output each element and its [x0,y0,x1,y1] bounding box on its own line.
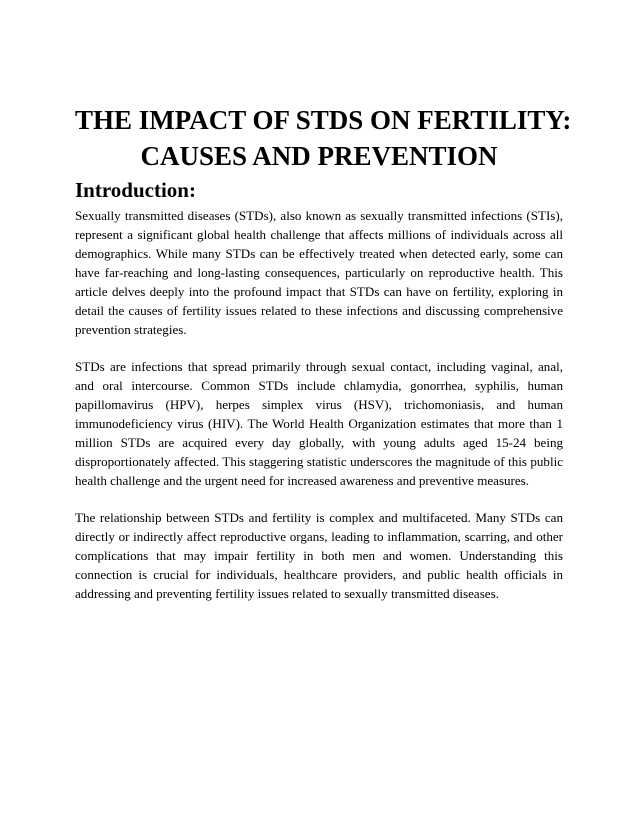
section-heading-introduction: Introduction: [75,178,196,202]
title-line-1: THE IMPACT OF STDS ON FERTILITY: [75,105,572,135]
paragraph-2: STDs are infections that spread primarily through sexual contact, including vaginal, anal, and oral intercourse. Common STDs include chlamydia, gonorrhea, syphilis, human papillomavirus (HPV), herpes simplex virus (HSV), trichomoniasis, and human immunodeficiency virus (HIV). The World Health Organization estimates that more than 1 million STDs are acquired every day globally, with young adults aged 15-24 being disproportionately affected. This staggering statistic underscores the magnitude of this public health challenge and the urgent need for increased awareness and preventive measures. [75,359,563,488]
paragraph-3: The relationship between STDs and fertility is complex and multifaceted. Many STDs can directly or indirectly affect reproductive organs, leading to inflammation, scarring, and other complications that may impair fertility in both men and women. Understanding this connection is crucial for individuals, healthcare providers, and public health officials in addressing and preventing fertility issues related to sexually transmitted diseases. [75,510,563,601]
title-line-2: CAUSES AND PREVENTION [140,141,498,171]
body-text [75,206,563,621]
paragraph-1: Sexually transmitted diseases (STDs), also known as sexually transmitted infections (STIs), represent a significant global health challenge that affects millions of individuals across all demographics. While many STDs can be effectively treated when detected early, some can have far-reaching and long-lasting consequences, particularly on reproductive health. This article delves deeply into the profound impact that STDs can have on fertility, exploring in detail the causes of fertility issues related to these infections and discussing comprehensive prevention strategies. [75,208,563,337]
document-title [75,102,572,174]
